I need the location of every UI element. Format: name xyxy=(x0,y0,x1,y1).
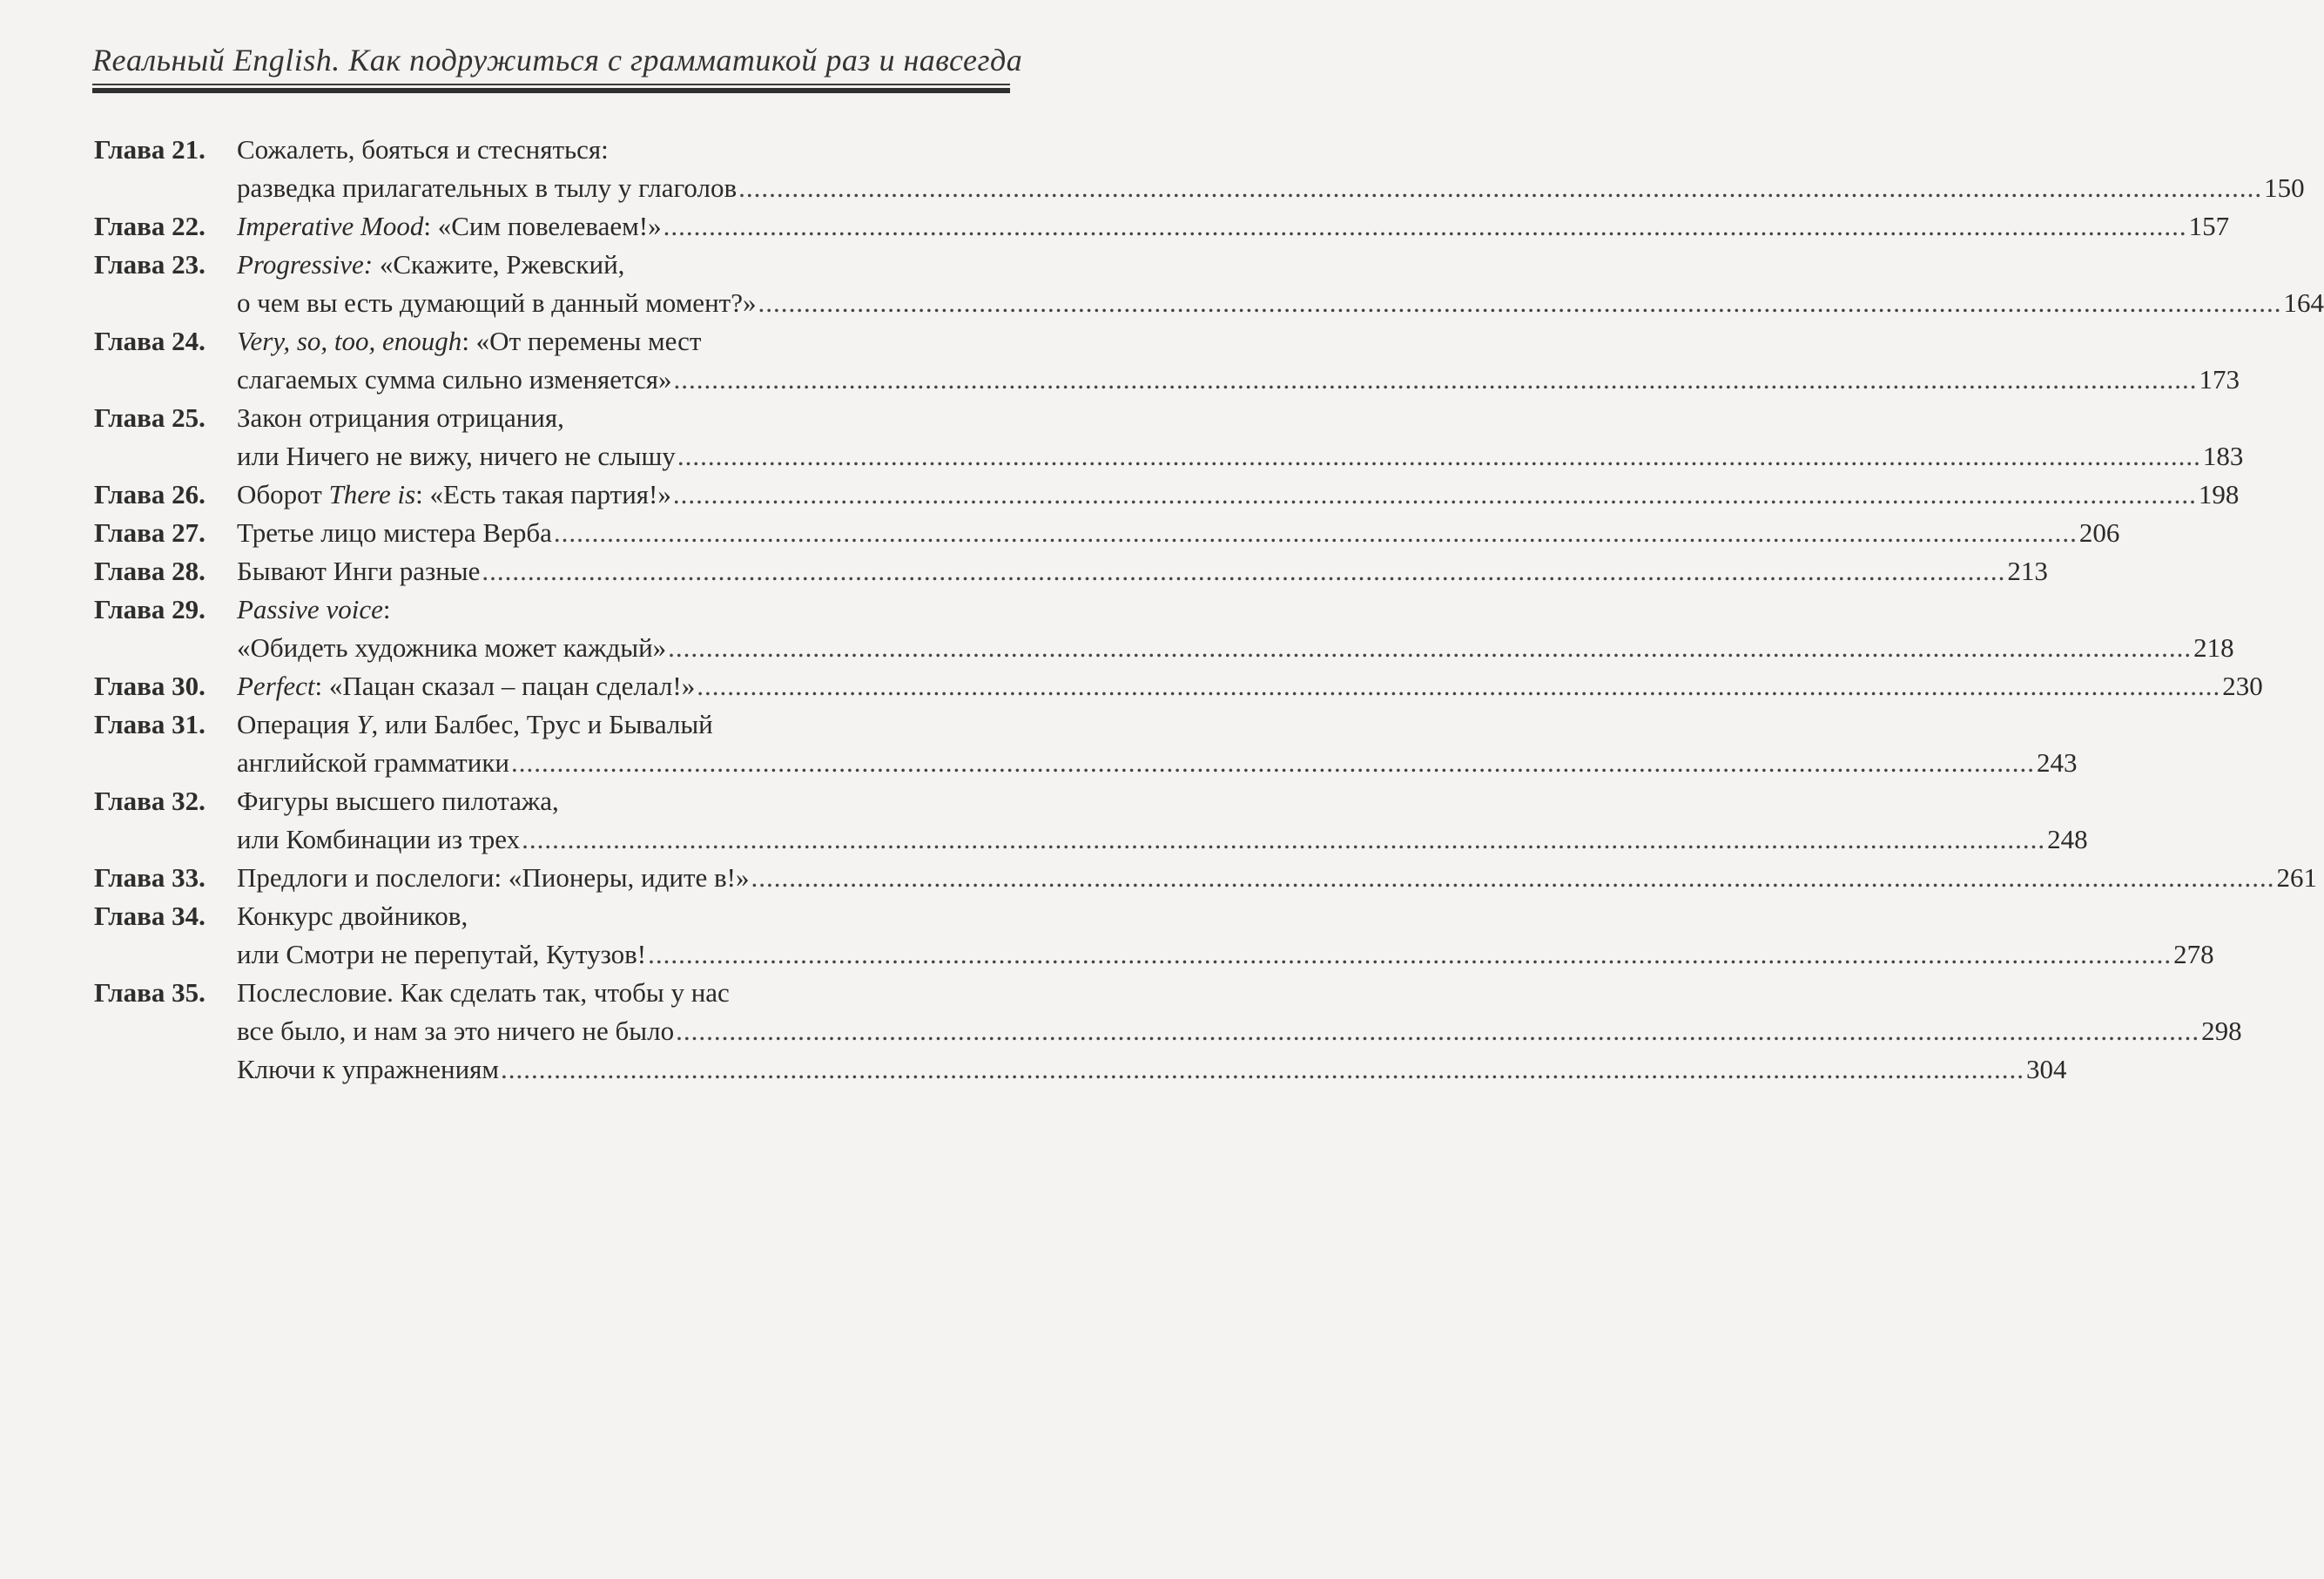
running-head-title: Reaльный English. Как подружиться с грамматикой раз и навсегда xyxy=(92,43,1023,78)
chapter-title xyxy=(237,705,2078,782)
page-number: 248 xyxy=(2047,824,2088,854)
page-number: 218 xyxy=(2193,632,2234,663)
chapter-title-line xyxy=(237,552,2048,590)
chapter-title xyxy=(237,131,2305,207)
chapter-title-line xyxy=(237,782,951,820)
toc-entry xyxy=(94,974,2242,1089)
dot-leader: ........................................................................................................................................................................................................ xyxy=(697,671,2221,701)
chapter-title-text xyxy=(237,859,750,897)
toc-entry xyxy=(94,131,2305,207)
chapter-title xyxy=(237,207,2230,246)
toc-entry xyxy=(94,552,2048,590)
chapter-title-text xyxy=(237,476,671,514)
toc-entry xyxy=(94,782,2088,859)
chapter-title xyxy=(237,859,2317,897)
chapter-title-line xyxy=(237,284,2324,322)
page-number: 206 xyxy=(2078,517,2120,548)
page-number: 183 xyxy=(2202,441,2244,471)
title-segment: Операция xyxy=(237,709,357,739)
chapter-title-text xyxy=(237,782,559,820)
chapter-label: Глава 34. xyxy=(94,901,205,931)
toc-entry xyxy=(94,859,2317,897)
chapter-title-text xyxy=(237,629,666,667)
chapter-title-text xyxy=(237,361,672,399)
chapter-title-line xyxy=(237,131,951,169)
header-rule-thick xyxy=(92,88,1010,93)
chapter-title-text xyxy=(237,322,701,361)
title-segment: Сожалеть, бояться и стесняться: xyxy=(237,134,609,165)
chapter-title-line xyxy=(237,169,2305,207)
chapter-label: Глава 24. xyxy=(94,326,205,356)
page-number: 173 xyxy=(2199,364,2240,395)
toc-entry xyxy=(94,897,2214,974)
title-segment: , или Балбес, Трус и Бывалый xyxy=(371,709,713,739)
chapter-title-text xyxy=(237,935,646,974)
chapter-title-text xyxy=(237,705,713,744)
chapter-title-line xyxy=(237,935,2214,974)
toc-entry xyxy=(94,399,2244,476)
page-number: 243 xyxy=(2036,747,2078,778)
chapter-title xyxy=(237,590,2234,667)
italic-term: Y xyxy=(356,709,372,739)
dot-leader: ........................................................................................................................................................................................................ xyxy=(673,364,2198,395)
dot-leader: ........................................................................................................................................................................................................ xyxy=(648,939,2172,969)
page-number: 230 xyxy=(2222,671,2263,701)
chapter-title-line xyxy=(237,744,2078,782)
page-number: 304 xyxy=(2026,1054,2067,1084)
italic-term: Very, so, too, enough xyxy=(237,326,462,356)
chapter-title xyxy=(237,782,2088,859)
chapter-title xyxy=(237,667,2263,705)
title-segment: Ключи к упражнениям xyxy=(237,1054,500,1084)
chapter-title xyxy=(237,322,2240,399)
chapter-title-line xyxy=(237,514,2120,552)
chapter-label: Глава 21. xyxy=(94,134,205,165)
title-segment: английской грамматики xyxy=(237,747,509,778)
dot-leader: ........................................................................................................................................................................................................ xyxy=(751,862,2275,893)
chapter-title-line xyxy=(237,246,951,284)
title-segment: все было, и нам за это ничего не было xyxy=(237,1016,675,1046)
dot-leader: ........................................................................................................................................................................................................ xyxy=(663,211,2187,241)
dot-leader: ........................................................................................................................................................................................................ xyxy=(676,1016,2200,1046)
chapter-title xyxy=(237,246,2324,322)
chapter-label: Глава 33. xyxy=(94,862,205,893)
title-segment: о чем вы есть думающий в данный момент?» xyxy=(237,287,757,318)
table-of-contents xyxy=(94,131,2324,1089)
chapter-title-text xyxy=(237,974,730,1012)
chapter-title-text xyxy=(237,897,468,935)
dot-leader: ........................................................................................................................................................................................................ xyxy=(672,479,2197,509)
chapter-title-text xyxy=(237,1012,674,1050)
chapter-title-text xyxy=(237,437,676,476)
chapter-title-text xyxy=(237,131,609,169)
title-segment: Фигуры высшего пилотажа, xyxy=(237,786,559,816)
italic-term: Imperative Mood xyxy=(237,211,424,241)
page-number: 298 xyxy=(2201,1016,2242,1046)
title-segment: : «Пацан сказал – пацан сделал!» xyxy=(314,671,696,701)
title-segment: слагаемых сумма сильно изменяется» xyxy=(237,364,672,395)
title-segment: или Смотри не перепутай, Кутузов! xyxy=(237,939,647,969)
chapter-title-text xyxy=(237,552,480,590)
chapter-label: Глава 27. xyxy=(94,517,205,548)
title-segment: Конкурс двойников, xyxy=(237,901,468,931)
toc-entry xyxy=(94,246,2324,322)
header-rule-thin xyxy=(92,84,1010,85)
chapter-label: Глава 25. xyxy=(94,402,205,433)
title-segment: : «Есть такая партия!» xyxy=(415,479,671,509)
dot-leader: ........................................................................................................................................................................................................ xyxy=(510,747,2035,778)
title-segment: или Ничего не вижу, ничего не слышу xyxy=(237,441,676,471)
toc-entry xyxy=(94,590,2234,667)
chapter-title-text xyxy=(237,590,390,629)
chapter-title-text xyxy=(237,169,737,207)
chapter-title-line xyxy=(237,1050,2067,1089)
page-number: 157 xyxy=(2188,211,2230,241)
title-segment: Предлоги и послелоги: «Пионеры, идите в!» xyxy=(237,862,750,893)
toc-entry xyxy=(94,705,2078,782)
dot-leader: ........................................................................................................................................................................................................ xyxy=(677,441,2201,471)
page-number: 278 xyxy=(2173,939,2214,969)
page-number: 198 xyxy=(2198,479,2240,509)
chapter-title-text xyxy=(237,207,662,246)
chapter-title-text xyxy=(237,667,695,705)
chapter-title xyxy=(237,514,2120,552)
chapter-title-line xyxy=(237,974,951,1012)
dot-leader: ........................................................................................................................................................................................................ xyxy=(522,824,2046,854)
chapter-title-line xyxy=(237,1012,2242,1050)
title-segment: «Обидеть художника может каждый» xyxy=(237,632,667,663)
chapter-title-text xyxy=(237,399,564,437)
dot-leader: ........................................................................................................................................................................................................ xyxy=(758,287,2282,318)
chapter-title-line xyxy=(237,590,951,629)
title-segment: : «Сим повелеваем!» xyxy=(423,211,662,241)
title-segment: разведка прилагательных в тылу у глаголов xyxy=(237,172,738,203)
page-number: 164 xyxy=(2283,287,2324,318)
title-segment: : xyxy=(382,594,391,624)
chapter-title-line xyxy=(237,897,951,935)
chapter-title-line xyxy=(237,476,2240,514)
chapter-title xyxy=(237,974,2242,1089)
chapter-title-line xyxy=(237,667,2263,705)
chapter-title-line xyxy=(237,361,2240,399)
chapter-label: Глава 30. xyxy=(94,671,205,701)
dot-leader: ........................................................................................................................................................................................................ xyxy=(501,1054,2025,1084)
title-segment: Послесловие. Как сделать так, чтобы у нас xyxy=(237,977,730,1008)
chapter-title xyxy=(237,476,2240,514)
dot-leader: ........................................................................................................................................................................................................ xyxy=(482,556,2006,586)
title-segment: Третье лицо мистера Верба xyxy=(237,517,552,548)
italic-term: Perfect xyxy=(237,671,315,701)
chapter-title-text xyxy=(237,284,756,322)
title-segment: : «От перемены мест xyxy=(461,326,702,356)
chapter-title-line xyxy=(237,859,2317,897)
chapter-title-line xyxy=(237,322,951,361)
page-number: 213 xyxy=(2007,556,2048,586)
italic-term: Passive voice xyxy=(237,594,383,624)
chapter-label: Глава 31. xyxy=(94,709,205,739)
chapter-label: Глава 22. xyxy=(94,211,205,241)
title-segment: Закон отрицания отрицания, xyxy=(237,402,564,433)
chapter-label: Глава 23. xyxy=(94,249,205,280)
chapter-label: Глава 26. xyxy=(94,479,205,509)
chapter-title-text xyxy=(237,820,520,859)
chapter-title-text xyxy=(237,514,552,552)
chapter-label: Глава 29. xyxy=(94,594,205,624)
chapter-title-text xyxy=(237,246,624,284)
italic-term: There is xyxy=(328,479,416,509)
title-segment: Оборот xyxy=(237,479,329,509)
chapter-title xyxy=(237,399,2244,476)
chapter-title-line xyxy=(237,820,2088,859)
toc-entry xyxy=(94,667,2263,705)
toc-entry xyxy=(94,514,2120,552)
title-segment: Бывают Инги разные xyxy=(237,556,481,586)
chapter-title-line xyxy=(237,629,2234,667)
dot-leader: ........................................................................................................................................................................................................ xyxy=(738,172,2263,203)
chapter-title xyxy=(237,897,2214,974)
chapter-label: Глава 35. xyxy=(94,977,205,1008)
dot-leader: ........................................................................................................................................................................................................ xyxy=(553,517,2078,548)
toc-entry xyxy=(94,476,2240,514)
dot-leader: ........................................................................................................................................................................................................ xyxy=(668,632,2193,663)
chapter-title-line xyxy=(237,207,2230,246)
chapter-title-line xyxy=(237,705,951,744)
chapter-title-line xyxy=(237,399,951,437)
page-number: 150 xyxy=(2264,172,2305,203)
italic-term: Progressive: xyxy=(237,249,374,280)
chapter-title-line xyxy=(237,437,2244,476)
chapter-title-text xyxy=(237,1050,499,1089)
chapter-label: Глава 28. xyxy=(94,556,205,586)
chapter-title-text xyxy=(237,744,509,782)
page-number: 261 xyxy=(2276,862,2317,893)
title-segment: «Скажите, Ржевский, xyxy=(373,249,625,280)
title-segment: или Комбинации из трех xyxy=(237,824,521,854)
toc-entry xyxy=(94,207,2230,246)
toc-entry xyxy=(94,322,2240,399)
chapter-title xyxy=(237,552,2048,590)
chapter-label: Глава 32. xyxy=(94,786,205,816)
